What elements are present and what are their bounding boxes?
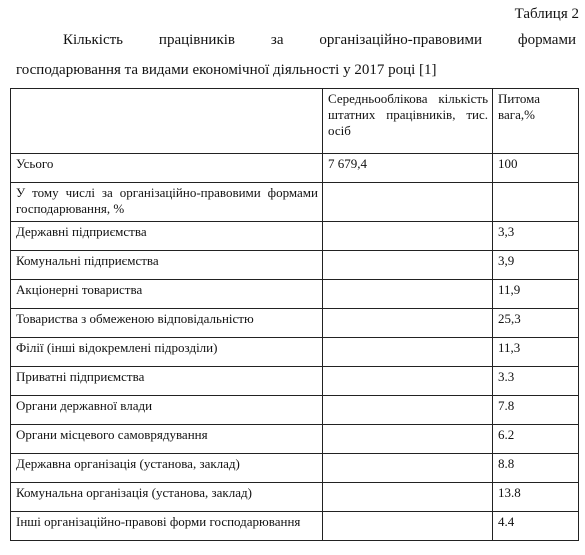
table-row (11, 280, 579, 309)
row-count (323, 309, 493, 338)
table-title-line-2: господарювання та видами економічної діяльності у 2017 році [1] (16, 62, 437, 78)
table-row (11, 338, 579, 367)
row-share: 3,9 (493, 251, 579, 280)
table-row (11, 367, 579, 396)
row-name: Комунальна організація (установа, заклад) (11, 483, 323, 512)
row-name: У тому числі за організаційно-правовими формами господарювання, % (11, 183, 323, 222)
table-label: Таблиця 2 (514, 6, 579, 22)
row-name: Державна організація (установа, заклад) (11, 454, 323, 483)
row-share: 3.3 (493, 367, 579, 396)
row-name: Товариства з обмеженою відповідальністю (11, 309, 323, 338)
table-row (11, 454, 579, 483)
row-count (323, 338, 493, 367)
header-cell-share: Питома вага,% (493, 89, 579, 154)
row-share: 11,3 (493, 338, 579, 367)
row-count (323, 483, 493, 512)
row-name: Філії (інші відокремлені підрозділи) (11, 338, 323, 367)
row-name: Інші організаційно-правові форми господарювання (11, 512, 323, 541)
table-row (11, 183, 579, 222)
table-title-line-1: Кількість працівників за організаційно-правовими формами (63, 32, 576, 48)
row-share: 100 (493, 154, 579, 183)
row-share: 3,3 (493, 222, 579, 251)
table-header-row (11, 89, 579, 154)
row-count (323, 251, 493, 280)
row-share: 4.4 (493, 512, 579, 541)
row-share: 25,3 (493, 309, 579, 338)
row-name: Комунальні підприємства (11, 251, 323, 280)
row-name: Органи місцевого самоврядування (11, 425, 323, 454)
table-row (11, 396, 579, 425)
table-row (11, 222, 579, 251)
row-name: Приватні підприємства (11, 367, 323, 396)
table-row (11, 483, 579, 512)
row-share: 8.8 (493, 454, 579, 483)
header-cell-count: Середньооблікова кількість штатних працівників, тис. осіб (323, 89, 493, 154)
row-share: 7.8 (493, 396, 579, 425)
row-count (323, 183, 493, 222)
header-cell-category (11, 89, 323, 154)
row-count (323, 512, 493, 541)
table-row (11, 309, 579, 338)
row-count (323, 396, 493, 425)
row-share: 11,9 (493, 280, 579, 309)
table-row (11, 512, 579, 541)
table-row (11, 251, 579, 280)
row-count (323, 222, 493, 251)
row-count (323, 280, 493, 309)
row-count (323, 454, 493, 483)
row-name: Органи державної влади (11, 396, 323, 425)
row-name: Державні підприємства (11, 222, 323, 251)
row-share: 13.8 (493, 483, 579, 512)
row-name: Акціонерні товариства (11, 280, 323, 309)
table-row (11, 154, 579, 183)
employment-table (10, 88, 579, 541)
row-share (493, 183, 579, 222)
row-name: Усього (11, 154, 323, 183)
row-count: 7 679,4 (323, 154, 493, 183)
table-row (11, 425, 579, 454)
row-share: 6.2 (493, 425, 579, 454)
row-count (323, 367, 493, 396)
row-count (323, 425, 493, 454)
